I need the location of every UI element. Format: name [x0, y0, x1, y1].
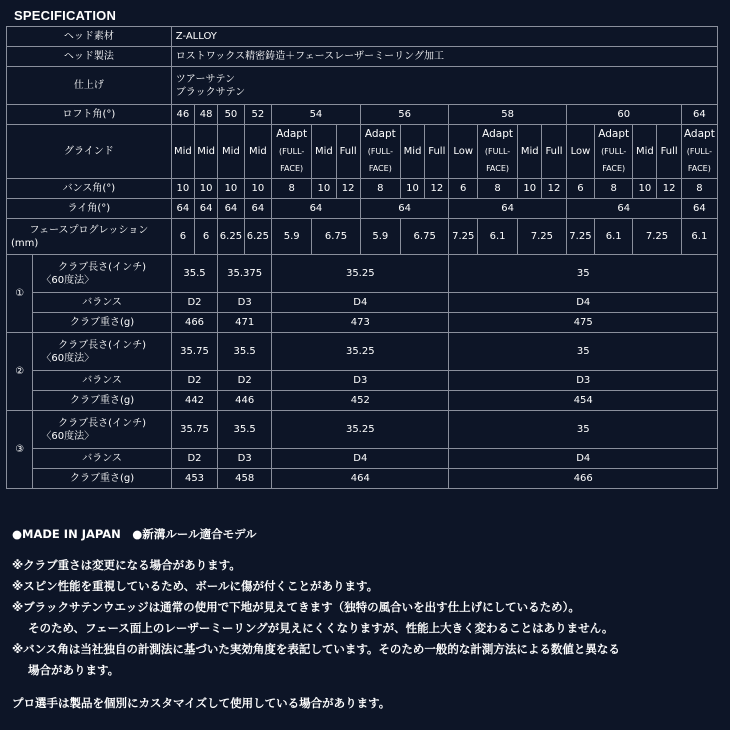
grind-cell-adapt: Adapt (FULL- FACE) [360, 125, 400, 179]
head-process-value: ロストワックス精密鋳造＋フェースレーザーミーリング加工 [171, 47, 717, 67]
lie-cell: 64 [244, 199, 271, 219]
row-grind [7, 125, 718, 179]
balance-cell: D3 [218, 449, 272, 469]
config-weight-label: クラブ重さ(g) [33, 313, 171, 333]
made-in-japan-note: ●MADE IN JAPAN ●新溝ルール適合モデル [12, 527, 257, 541]
grind-label: グラインド [7, 125, 172, 179]
grind-cell: Full [425, 125, 449, 179]
bounce-cell: 10 [400, 179, 424, 199]
balance-cell: D3 [218, 293, 272, 313]
bounce-cell: 8 [272, 179, 312, 199]
balance-cell: D3 [272, 371, 449, 391]
loft-label: ロフト角(°) [7, 105, 172, 125]
config-balance-label: バランス [33, 371, 171, 391]
grind-cell: Mid [244, 125, 271, 179]
finish-label: 仕上げ [7, 67, 172, 105]
config-length-label: クラブ長さ(インチ) 〈60度法〉 [33, 411, 171, 449]
grind-cell-adapt: Adapt (FULL- FACE) [272, 125, 312, 179]
config-1-balance-row [7, 293, 718, 313]
notes-section [12, 524, 620, 714]
length-cell: 35.75 [171, 411, 217, 449]
length-cell: 35 [449, 411, 718, 449]
finish-values [171, 67, 717, 105]
balance-cell: D3 [449, 371, 718, 391]
bounce-cell: 10 [633, 179, 657, 199]
row-head-material [7, 27, 718, 47]
bounce-cell: 12 [425, 179, 449, 199]
length-cell: 35.5 [218, 411, 272, 449]
weight-cell: 475 [449, 313, 718, 333]
config-2-weight-row [7, 391, 718, 411]
lie-cell: 64 [195, 199, 218, 219]
note-line: ※クラブ重さは変更になる場合があります。 [12, 558, 241, 572]
loft-cell: 64 [681, 105, 717, 125]
bounce-cell: 6 [566, 179, 595, 199]
config-balance-label: バランス [33, 293, 171, 313]
balance-cell: D2 [218, 371, 272, 391]
progression-cell: 6 [171, 219, 194, 255]
config-3-balance-row [7, 449, 718, 469]
progression-cell: 6.75 [400, 219, 449, 255]
lie-label: ライ角(°) [7, 199, 172, 219]
weight-cell: 458 [218, 469, 272, 489]
progression-cell: 7.25 [566, 219, 595, 255]
length-cell: 35 [449, 333, 718, 371]
bounce-cell: 12 [657, 179, 681, 199]
loft-cell: 52 [244, 105, 271, 125]
bounce-cell: 6 [449, 179, 478, 199]
config-length-label: クラブ長さ(インチ) 〈60度法〉 [33, 333, 171, 371]
loft-cell: 54 [272, 105, 361, 125]
length-cell: 35.375 [218, 255, 272, 293]
grind-cell-adapt: Adapt (FULL- FACE) [681, 125, 717, 179]
row-progression [7, 219, 718, 255]
weight-cell: 471 [218, 313, 272, 333]
note-line: そのため、フェース面上のレーザーミーリングが見えにくくなりますが、性能上大きく変わることはありません。 [28, 621, 614, 635]
balance-cell: D4 [272, 293, 449, 313]
progression-cell: 7.25 [518, 219, 567, 255]
progression-cell: 6.25 [218, 219, 244, 255]
loft-cell: 56 [360, 105, 449, 125]
lie-cell: 64 [449, 199, 566, 219]
progression-label: フェースプログレッション (mm) [7, 219, 172, 255]
grind-cell: Mid [312, 125, 336, 179]
config-balance-label: バランス [33, 449, 171, 469]
loft-cell: 48 [195, 105, 218, 125]
grind-cell: Full [657, 125, 681, 179]
config-3-marker: ③ [7, 411, 33, 489]
grind-cell: Mid [633, 125, 657, 179]
progression-cell: 6.1 [477, 219, 517, 255]
finish-black-satin: ブラックサテン [175, 86, 246, 98]
balance-cell: D2 [171, 293, 217, 313]
note-line: ※ブラックサテンウエッジは通常の使用で下地が見えてきます（独特の風合いを出す仕上げにしているため）。 [12, 600, 580, 614]
grind-cell: Low [566, 125, 595, 179]
row-loft [7, 105, 718, 125]
page-title: SPECIFICATION [14, 8, 117, 23]
balance-cell: D4 [272, 449, 449, 469]
length-cell: 35.25 [272, 411, 449, 449]
grind-cell: Mid [171, 125, 194, 179]
grind-cell-adapt: Adapt (FULL- FACE) [595, 125, 633, 179]
grind-cell: Full [542, 125, 566, 179]
weight-cell: 452 [272, 391, 449, 411]
finish-tour-satin: ツアーサテン [175, 73, 235, 85]
weight-cell: 464 [272, 469, 449, 489]
head-material-label: ヘッド素材 [7, 27, 172, 47]
weight-cell: 453 [171, 469, 217, 489]
config-1-marker: ① [7, 255, 33, 333]
progression-cell: 6.1 [681, 219, 717, 255]
row-finish [7, 67, 718, 105]
config-1-length-row [7, 255, 718, 293]
balance-cell: D4 [449, 449, 718, 469]
config-2-length-row [7, 333, 718, 371]
grind-cell: Full [336, 125, 360, 179]
progression-cell: 6 [195, 219, 218, 255]
head-material-value: Z-ALLOY [171, 27, 717, 47]
config-3-length-row [7, 411, 718, 449]
bounce-cell: 8 [360, 179, 400, 199]
length-cell: 35 [449, 255, 718, 293]
bounce-cell: 10 [244, 179, 271, 199]
progression-cell: 6.1 [595, 219, 633, 255]
length-cell: 35.75 [171, 333, 217, 371]
length-cell: 35.25 [272, 255, 449, 293]
progression-cell: 6.75 [312, 219, 361, 255]
grind-cell: Mid [218, 125, 244, 179]
weight-cell: 466 [171, 313, 217, 333]
note-line: 場合があります。 [28, 663, 120, 677]
config-1-weight-row [7, 313, 718, 333]
lie-cell: 64 [566, 199, 681, 219]
grind-cell: Mid [400, 125, 424, 179]
bounce-cell: 10 [218, 179, 244, 199]
bounce-cell: 10 [195, 179, 218, 199]
length-cell: 35.5 [218, 333, 272, 371]
loft-cell: 60 [566, 105, 681, 125]
head-process-label: ヘッド製法 [7, 47, 172, 67]
bounce-label: バンス角(°) [7, 179, 172, 199]
pro-note: プロ選手は製品を個別にカスタマイズして使用している場合があります。 [12, 696, 391, 710]
lie-cell: 64 [360, 199, 449, 219]
length-cell: 35.5 [171, 255, 217, 293]
bounce-cell: 12 [336, 179, 360, 199]
bounce-cell: 8 [595, 179, 633, 199]
progression-cell: 5.9 [360, 219, 400, 255]
balance-cell: D4 [449, 293, 718, 313]
length-cell: 35.25 [272, 333, 449, 371]
progression-cell: 7.25 [633, 219, 682, 255]
lie-cell: 64 [272, 199, 361, 219]
bounce-cell: 10 [171, 179, 194, 199]
lie-cell: 64 [218, 199, 244, 219]
note-line: ※バンス角は当社独自の計測法に基づいた実効角度を表記しています。そのため一般的な計測方法による数値と異なる [12, 642, 620, 656]
spec-table [6, 26, 718, 489]
bounce-cell: 10 [518, 179, 542, 199]
weight-cell: 473 [272, 313, 449, 333]
grind-cell-adapt: Adapt (FULL- FACE) [477, 125, 517, 179]
bounce-cell: 8 [681, 179, 717, 199]
note-line: ※スピン性能を重視しているため、ボールに傷が付くことがあります。 [12, 579, 379, 593]
balance-cell: D2 [171, 371, 217, 391]
bounce-cell: 12 [542, 179, 566, 199]
loft-cell: 46 [171, 105, 194, 125]
config-weight-label: クラブ重さ(g) [33, 391, 171, 411]
config-3-weight-row [7, 469, 718, 489]
progression-cell: 7.25 [449, 219, 478, 255]
loft-cell: 50 [218, 105, 244, 125]
lie-cell: 64 [171, 199, 194, 219]
config-2-marker: ② [7, 333, 33, 411]
balance-cell: D2 [171, 449, 217, 469]
row-head-process [7, 47, 718, 67]
grind-cell: Mid [518, 125, 542, 179]
config-weight-label: クラブ重さ(g) [33, 469, 171, 489]
config-2-balance-row [7, 371, 718, 391]
lie-cell: 64 [681, 199, 717, 219]
config-length-label: クラブ長さ(インチ) 〈60度法〉 [33, 255, 171, 293]
bounce-cell: 8 [477, 179, 517, 199]
weight-cell: 454 [449, 391, 718, 411]
grind-cell: Mid [195, 125, 218, 179]
progression-cell: 6.25 [244, 219, 271, 255]
weight-cell: 442 [171, 391, 217, 411]
weight-cell: 446 [218, 391, 272, 411]
weight-cell: 466 [449, 469, 718, 489]
loft-cell: 58 [449, 105, 566, 125]
bounce-cell: 10 [312, 179, 336, 199]
progression-cell: 5.9 [272, 219, 312, 255]
row-lie [7, 199, 718, 219]
grind-cell: Low [449, 125, 478, 179]
row-bounce [7, 179, 718, 199]
